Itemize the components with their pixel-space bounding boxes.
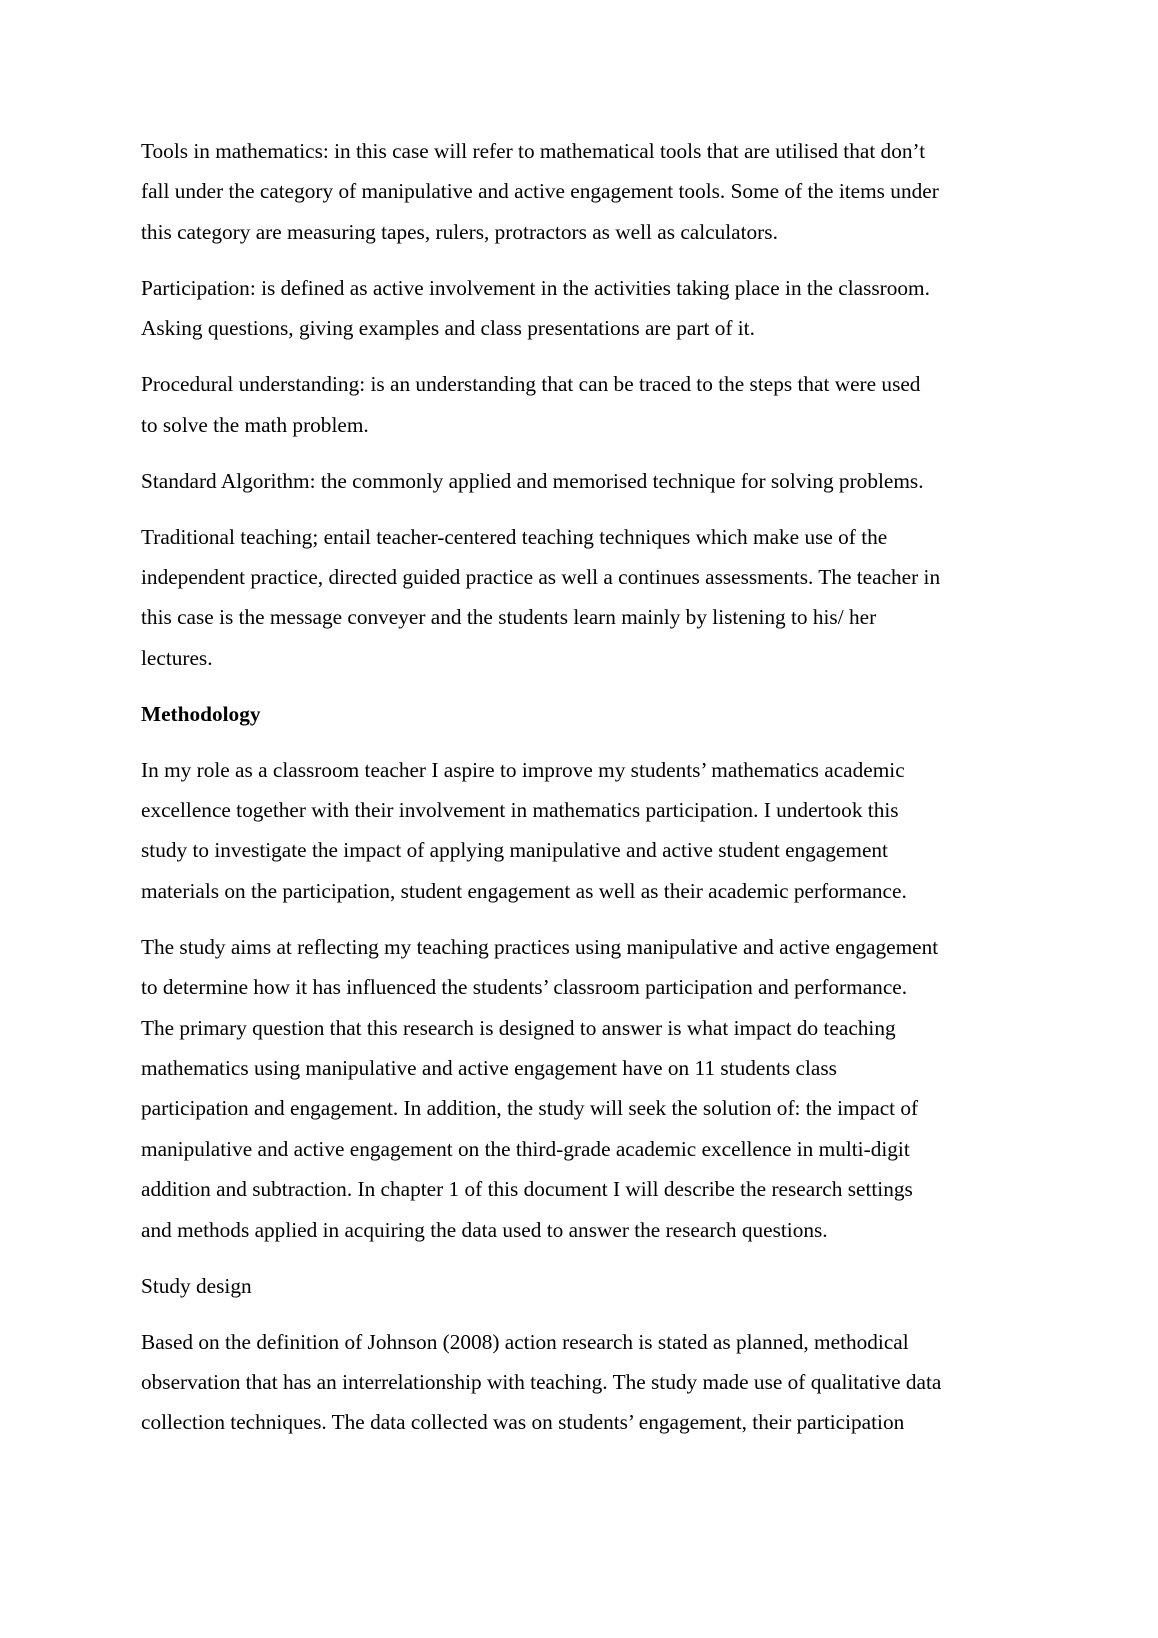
paragraph-aims <box>141 927 1031 1250</box>
text-line: fall under the category of manipulative and active engagement tools. Some of the items under <box>141 179 939 204</box>
text-line: Procedural understanding: is an understanding that can be traced to the steps that were used <box>141 372 921 397</box>
text-line: to solve the math problem. <box>141 412 369 437</box>
section-heading <box>141 694 1031 734</box>
text-line: independent practice, directed guided practice as well a continues assessments. The teacher in <box>141 564 941 589</box>
text-line: and methods applied in acquiring the data used to answer the research questions. <box>141 1217 828 1242</box>
text-line: this category are measuring tapes, rulers, protractors as well as calculators. <box>141 219 778 244</box>
text-line: Based on the definition of Johnson (2008) action research is stated as planned, methodical <box>141 1329 909 1354</box>
text-line: manipulative and active engagement on the third-grade academic excellence in multi-digit <box>141 1136 910 1161</box>
text-line: mathematics using manipulative and active engagement have on 11 students class <box>141 1055 837 1080</box>
text-line: The study aims at reflecting my teaching practices using manipulative and active engagement <box>141 934 939 959</box>
text-line: observation that has an interrelationship with teaching. The study made use of qualitative data <box>141 1369 942 1394</box>
text-line: this case is the message conveyer and the students learn mainly by listening to his/ her <box>141 605 877 630</box>
text-line: collection techniques. The data collected was on students’ engagement, their participation <box>141 1410 905 1435</box>
paragraph-traditional <box>141 517 1031 679</box>
text-line: addition and subtraction. In chapter 1 of this document I will describe the research settings <box>141 1177 913 1202</box>
text-line: Asking questions, giving examples and class presentations are part of it. <box>141 316 755 341</box>
document-body <box>141 131 1031 1458</box>
text-line: participation and engagement. In addition, the study will seek the solution of: the impact of <box>141 1096 919 1121</box>
text-line: The primary question that this research is designed to answer is what impact do teaching <box>141 1015 896 1040</box>
paragraph-role <box>141 750 1031 912</box>
paragraph-johnson <box>141 1322 1031 1443</box>
text-line: study to investigate the impact of applying manipulative and active student engagement <box>141 838 888 863</box>
text-line: Tools in mathematics: in this case will refer to mathematical tools that are utilised that don’t <box>141 139 926 163</box>
text-line: In my role as a classroom teacher I aspire to improve my students’ mathematics academic <box>141 757 905 782</box>
text-line: Standard Algorithm: the commonly applied and memorised technique for solving problems. <box>141 468 924 493</box>
text-line: materials on the participation, student engagement as well as their academic performance. <box>141 878 907 903</box>
paragraph-procedural <box>141 364 1031 445</box>
text-line: Traditional teaching; entail teacher-centered teaching techniques which make use of the <box>141 524 888 549</box>
text-line: Methodology <box>141 701 261 726</box>
paragraph-study-design <box>141 1266 1031 1306</box>
text-line: to determine how it has influenced the students’ classroom participation and performance. <box>141 975 908 1000</box>
text-line: Participation: is defined as active involvement in the activities taking place in the classroom. <box>141 275 930 300</box>
text-line: excellence together with their involvement in mathematics participation. I undertook this <box>141 798 899 823</box>
paragraph-participation <box>141 268 1031 349</box>
text-line: lectures. <box>141 645 213 670</box>
paragraph-tools <box>141 131 1031 252</box>
paragraph-algorithm <box>141 461 1031 501</box>
text-line: Study design <box>141 1273 252 1298</box>
